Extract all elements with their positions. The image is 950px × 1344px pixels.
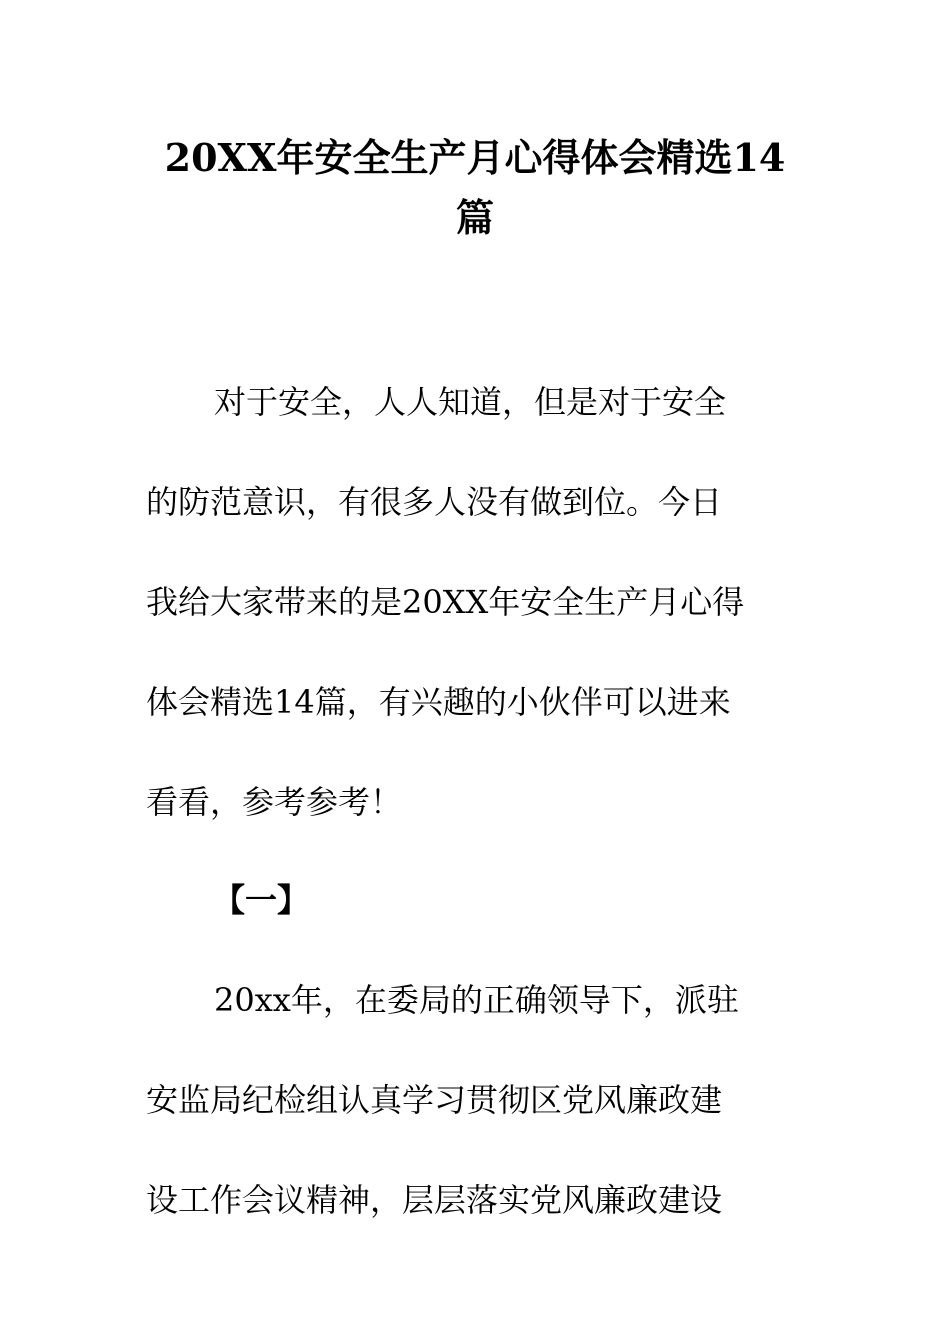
section-line-2: 安监局纪检组认真学习贯彻区党风廉政建	[146, 1081, 723, 1119]
title-line-2: 篇	[455, 195, 494, 240]
section-heading: 【一】	[213, 881, 310, 919]
intro-line-3: 我给大家带来的是20XX年安全生产月心得	[146, 583, 745, 621]
intro-line-5: 看看，参考参考！	[146, 783, 403, 821]
document-title	[130, 128, 820, 248]
intro-line-1: 对于安全，人人知道，但是对于安全	[214, 383, 727, 421]
intro-line-2: 的防范意识，有很多人没有做到位。今日	[146, 483, 723, 521]
section-line-1: 20xx年，在委局的正确领导下，派驻	[214, 981, 739, 1019]
title-line-1: 20XX年安全生产月心得体会精选14	[164, 135, 786, 180]
section-line-3: 设工作会议精神，层层落实党风廉政建设	[146, 1181, 723, 1219]
intro-line-4: 体会精选14篇，有兴趣的小伙伴可以进来	[146, 683, 731, 721]
